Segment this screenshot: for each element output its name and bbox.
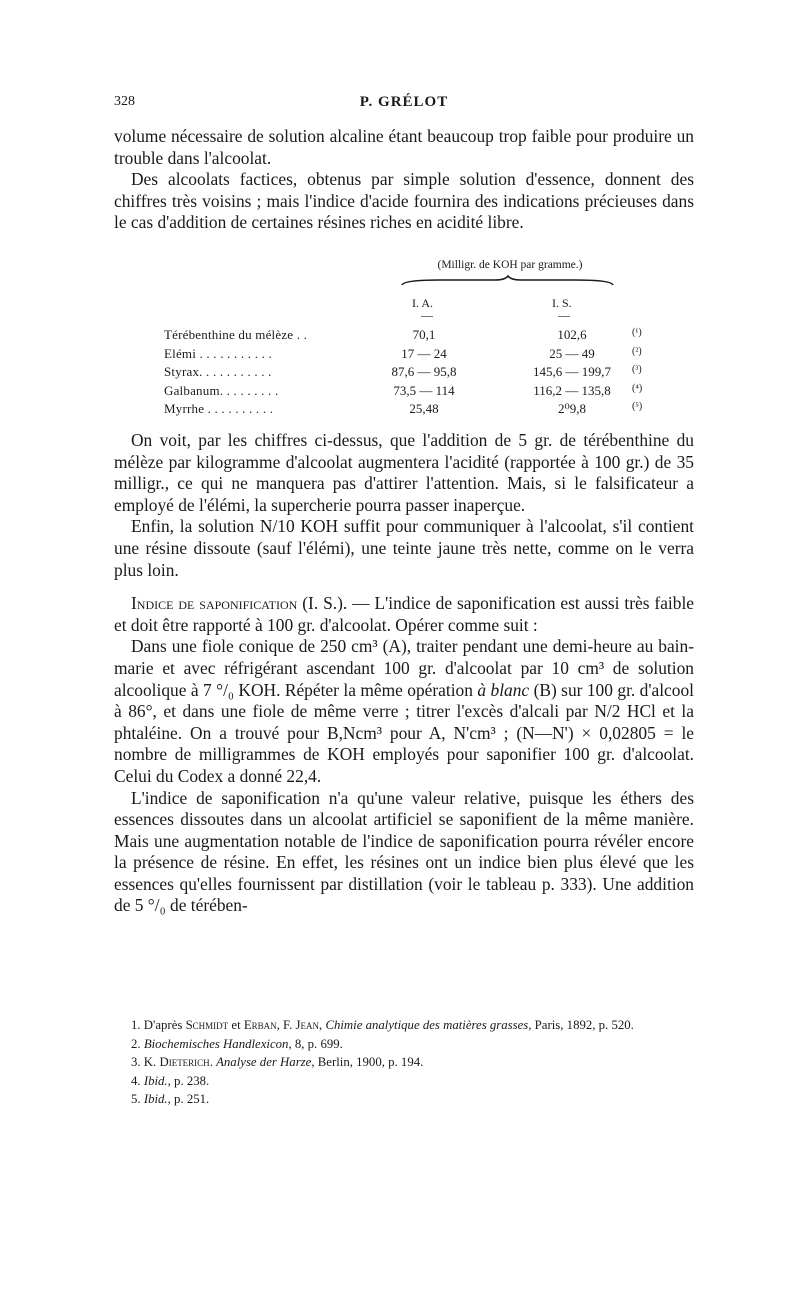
footnote-number: 4. [131, 1073, 141, 1088]
paragraph-relative-value: L'indice de saponification n'a qu'une valeur relative, puisque les éthers des essences dissoutes dans un alcoolat artificiel se saponifient de la même manière. Mais une augmentation notable de l'indice de saponification pourra révéler encore la présence de résine. En effet, les résines ont un indice bien plus élevé que les essences qu'elles fournissent par distillation (voir le tableau p. 333). Une addition de 5 °/₀ de térében- [114, 787, 694, 916]
saponification-index-value: 25 — 49 [549, 346, 595, 361]
resin-name: Styrax. . . . . . . . . . . [164, 364, 272, 379]
running-title: P. GRÉLOT [359, 94, 449, 110]
resin-name: Térébenthine du mélèze . . [164, 327, 308, 342]
footnote-text: , F. [276, 1018, 296, 1032]
paragraph-saponification-heading [114, 593, 694, 636]
footnote-text: . [209, 1055, 217, 1069]
footnote [114, 1053, 694, 1072]
author-name: Dieterich [159, 1055, 210, 1069]
footnote-number: 5. [131, 1092, 141, 1106]
table-row [164, 346, 684, 364]
saponification-index-value: 2⁰9,8 [558, 401, 586, 416]
footnotes [114, 1016, 694, 1109]
author-name: Jean [295, 1018, 320, 1032]
footnote [114, 1090, 694, 1109]
footnote-ref: (⁴) [632, 383, 643, 394]
acid-index-value: 70,1 [412, 327, 436, 342]
footnote-text: K. [140, 1055, 160, 1069]
book-title: Chimie analytique des matières grasses [325, 1018, 529, 1032]
footnote-text: D'après [140, 1018, 186, 1032]
acid-index-value: 87,6 — 95,8 [391, 364, 457, 379]
column-dash-ia: — [421, 308, 433, 322]
author-name: Schmidt [185, 1018, 229, 1032]
upper-text-block [114, 126, 694, 234]
book-title: Biochemisches Handlexicon [143, 1036, 289, 1051]
procedure-italic: à blanc [477, 679, 530, 700]
table-unit-caption: (Milligr. de KOH par gramme.) [437, 259, 583, 271]
acid-index-value: 73,5 — 114 [393, 383, 455, 398]
footnote-number: 1. [131, 1018, 141, 1032]
resin-name: Myrrhe . . . . . . . . . . [164, 401, 274, 416]
table-brace [400, 275, 615, 287]
paragraph-continuation: volume nécessaire de solution alcaline étant beaucoup trop faible pour produire un trouble dans l'alcoolat. [114, 126, 694, 168]
footnote [114, 1035, 694, 1054]
author-name: Erban [243, 1018, 277, 1032]
paragraph-terebenthine: On voit, par les chiffres ci-dessus, que l'addition de 5 gr. de térébenthine du mélèze par kilogramme d'alcoolat augmentera l'acidité (rapportée à 100 gr.) de 35 milligr., ce qui ne manquera pas d'attirer l'attention. Mais, si le falsificateur a employé de l'élémi, la supercherie pourra passer inaperçue. [114, 430, 694, 515]
table-row [164, 364, 684, 382]
page-number: 328 [114, 94, 135, 109]
footnote-text: , p. 251. [167, 1092, 210, 1106]
column-dash-is: — [558, 308, 570, 322]
footnote [114, 1072, 694, 1091]
table-row [164, 383, 684, 401]
acid-index-value: 25,48 [409, 401, 439, 416]
footnote [114, 1016, 694, 1035]
footnote-number: 2. [131, 1036, 141, 1051]
footnote-text: et [228, 1018, 244, 1032]
table-row [164, 401, 684, 419]
footnote-ref: (⁵) [632, 401, 643, 412]
footnote-ref: (¹) [632, 327, 642, 338]
lower-text-block [114, 430, 694, 917]
paragraph-koh-solution: Enfin, la solution N/10 KOH suffit pour communiquer à l'alcoolat, s'il contient une résine dissoute (sauf l'élémi), une teinte jaune très nette, comme on le verra plus loin. [114, 516, 694, 580]
footnote-text: , Berlin, 1900, p. 194. [311, 1055, 424, 1069]
table-row [164, 327, 684, 345]
saponification-index-value: 145,6 — 199,7 [533, 364, 611, 379]
section-heading: Indice de saponification [131, 593, 298, 614]
footnote-text: , Paris, 1892, p. 520. [528, 1018, 634, 1032]
saponification-index-value: 116,2 — 135,8 [533, 383, 611, 398]
section-heading-text: (I. S.). — L'indice de saponification est aussi très faible et doit être rapporté à 100 gr. d'alcoolat. Opérer comme suit : [114, 593, 695, 635]
resin-name: Elémi . . . . . . . . . . . [164, 346, 272, 361]
footnote-text: , p. 238. [167, 1073, 210, 1088]
footnote-text: , 8, p. 699. [288, 1036, 343, 1051]
procedure-text: Dans une fiole conique de 250 cm³ (A), traiter pendant une demi-heure au bain-marie et avec réfrigérant ascendant 100 gr. d'alcoolat par 10 cm³ de solution alcoolique à 7 °/₀ KOH. Répéter la même opération [114, 636, 694, 700]
paragraph-procedure [114, 636, 694, 787]
column-header-ia: I. A. [412, 296, 433, 310]
column-header-is: I. S. [552, 296, 572, 310]
book-title: Analyse der Harze [216, 1055, 312, 1069]
saponification-index-value: 102,6 [557, 327, 587, 342]
footnote-ref: (²) [632, 346, 642, 357]
resin-name: Galbanum. . . . . . . . . [164, 383, 279, 398]
running-head [114, 94, 694, 118]
footnote-number: 3. [131, 1055, 141, 1069]
book-title: Ibid. [143, 1092, 168, 1106]
procedure-text-continued: (B) sur 100 gr. d'alcool à 86°, et dans une fiole de même verre ; titrer l'excès d'alcali par N/2 HCl et la phtaléine. On a trouvé pour B,Ncm³ pour A, N'cm³ ; (N—N') × 0,02805 = le nombre de milligrammes de KOH employés pour saponifier 100 gr. d'alcoolat. Celui du Codex a donné 22,4. [114, 679, 694, 786]
paragraph-factitious-alcoolats: Des alcoolats factices, obtenus par simple solution d'essence, donnent des chiffres très voisins ; mais l'indice d'acide fournira des indications précieuses dans le cas d'addition de certaines résines riches en acidité libre. [114, 169, 694, 233]
book-title: Ibid. [143, 1073, 168, 1088]
footnote-text: , [319, 1018, 326, 1032]
footnote-ref: (³) [632, 364, 642, 375]
acid-index-value: 17 — 24 [401, 346, 447, 361]
